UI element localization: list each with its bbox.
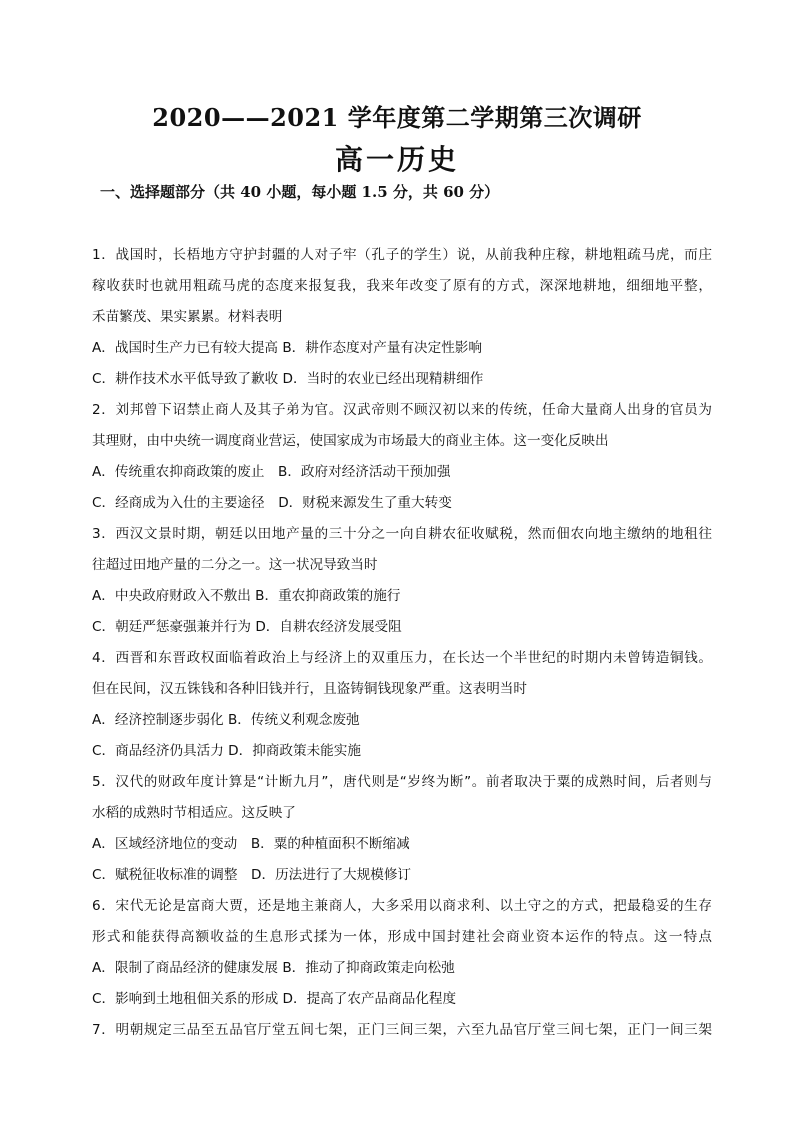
question-5-option-cd: C．赋税征收标准的调整 D．历法进行了大规模修订	[92, 867, 412, 883]
question-4-stem-line-1: 4．西晋和东晋政权面临着政治上与经济上的双重压力，在长达一个半世纪的时期内未曾铸造铜钱。	[92, 650, 712, 666]
question-3-stem-line-1: 3．西汉文景时期，朝廷以田地产量的三十分之一向自耕农征收赋税，然而佃农向地主缴纳的地租往	[92, 526, 712, 542]
question-7-stem-line-1: 7．明朝规定三品至五品官厅堂五间七架，正门三间三架，六至九品官厅堂三间七架，正门一间三架	[92, 1022, 712, 1038]
question-2-stem-line-2: 其理财，由中央统一调度商业营运，使国家成为市场最大的商业主体。这一变化反映出	[92, 433, 609, 449]
question-6-stem-line-2: 形式和能获得高额收益的生息形式揉为一体，形成中国封建社会商业资本运作的特点。这一特点	[92, 929, 712, 945]
question-4-option-ab: A．经济控制逐步弱化 B．传统义利观念废弛	[92, 712, 360, 728]
section-heading: 一、选择题部分（共 40 小题，每小题 1.5 分，共 60 分）	[100, 183, 500, 201]
question-6-stem-line-1: 6．宋代无论是富商大贾，还是地主兼商人，大多采用以商求利、以土守之的方式，把最稳妥的生存	[92, 898, 712, 914]
question-1-stem-line-1: 1．战国时，长梧地方守护封疆的人对子牢（孔子的学生）说，从前我种庄稼，耕地粗疏马虎，而庄	[92, 247, 712, 263]
question-3-stem-line-2: 往超过田地产量的二分之一。这一状况导致当时	[92, 557, 378, 573]
question-2-option-cd: C．经商成为入仕的主要途径 D．财税来源发生了重大转变	[92, 495, 452, 511]
question-2-option-ab: A．传统重农抑商政策的废止 B．政府对经济活动干预加强	[92, 464, 451, 480]
question-4-stem-line-2: 但在民间，汉五铢钱和各种旧钱并行，且盗铸铜钱现象严重。这表明当时	[92, 681, 527, 697]
question-2-stem-line-1: 2．刘邦曾下诏禁止商人及其子弟为官。汉武帝则不顾汉初以来的传统，任命大量商人出身的官员为	[92, 402, 712, 418]
question-3-option-cd: C．朝廷严惩豪强兼并行为 D．自耕农经济发展受阻	[92, 619, 402, 635]
question-5-stem-line-1: 5．汉代的财政年度计算是“计断九月”，唐代则是“岁终为断”。前者取决于粟的成熟时间，后者则与	[92, 774, 712, 790]
question-4-option-cd: C．商品经济仍具活力 D．抑商政策未能实施	[92, 743, 361, 759]
question-1-stem-line-2: 稼收获时也就用粗疏马虎的态度来报复我，我来年改变了原有的方式，深深地耕地，细细地平整，	[92, 278, 712, 294]
question-3-option-ab: A．中央政府财政入不敷出 B．重农抑商政策的施行	[92, 588, 401, 604]
exam-subject: 高一历史	[334, 143, 459, 176]
question-6-option-cd: C．影响到土地租佃关系的形成 D．提高了农产品商品化程度	[92, 991, 457, 1007]
question-1-option-ab: A．战国时生产力已有较大提高 B．耕作态度对产量有决定性影响	[92, 340, 482, 356]
question-5-stem-line-2: 水稻的成熟时节相适应。这反映了	[92, 805, 296, 821]
question-6-option-ab: A．限制了商品经济的健康发展 B．推动了抑商政策走向松弛	[92, 960, 455, 976]
question-1-stem-line-3: 禾苗繁茂、果实累累。材料表明	[92, 309, 283, 325]
exam-title: 2020——2021 学年度第二学期第三次调研	[152, 103, 642, 132]
question-1-option-cd: C．耕作技术水平低导致了歉收 D．当时的农业已经出现精耕细作	[92, 371, 484, 387]
question-5-option-ab: A．区域经济地位的变动 B．粟的种植面积不断缩减	[92, 836, 410, 852]
